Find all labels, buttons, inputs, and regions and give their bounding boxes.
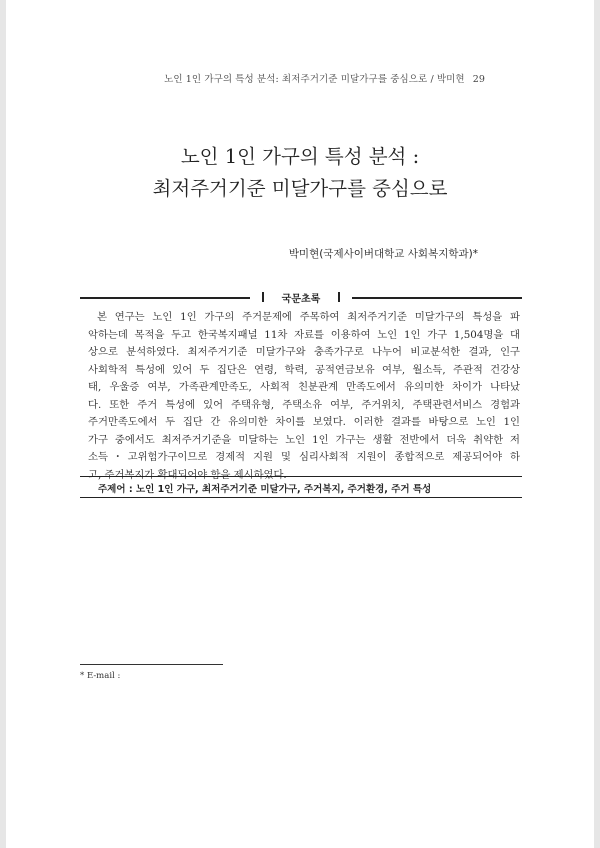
abstract-heading-rule — [80, 290, 522, 304]
author-affiliation: 박미현(국제사이버대학교 사회복지학과)* — [288, 248, 478, 260]
keywords-box — [80, 476, 522, 498]
running-head-text: 노인 1인 가구의 특성 분석: 최저주거기준 미달가구를 중심으로 / 박미현 — [164, 74, 465, 85]
abstract-line: 사회학적 특성에 있어 두 집단은 연령, 학력, 공적연금보유 여부, 월소득, 주관적 건강상 — [88, 363, 520, 376]
running-head — [164, 71, 485, 85]
rule-right — [352, 297, 522, 299]
abstract-line: 주거만족도에서 두 집단 간 유의미한 차이를 보였다. 이러한 결과를 바탕으로 노인 1인 — [88, 416, 520, 428]
abstract-body — [88, 309, 520, 484]
abstract-line: 상으로 분석하였다. 최저주거기준 미달가구와 충족가구로 나누어 비교분석한 결과, 인구 — [88, 346, 520, 358]
rule-left — [80, 297, 250, 299]
page-number: 29 — [472, 74, 485, 85]
abstract-line: 소득・고위험가구이므로 경제적 지원 및 심리사회적 지원이 종합적으로 제공되어야 하 — [88, 451, 520, 463]
footnote: * E-mail : — [80, 671, 121, 681]
page-edge-right — [594, 0, 600, 848]
abstract-line: 악하는데 목적을 두고 한국복지패널 11차 자료를 이용하여 노인 1인 가구 1,504명을 대 — [88, 328, 520, 341]
keywords: 주제어 : 노인 1인 가구, 최저주거기준 미달가구, 주거복지, 주거환경, 주거 특성 — [98, 484, 432, 495]
footnote-rule — [80, 664, 223, 665]
paper-title-line-1: 노인 1인 가구의 특성 분석 : — [180, 145, 420, 168]
abstract-line: 가구 중에서도 최저주거기준을 미달하는 노인 1인 가구는 생활 전반에서 더욱 취약한 저 — [88, 433, 520, 446]
abstract-line: 본 연구는 노인 1인 가구의 주거문제에 주목하여 최저주거기준 미달가구의 특성을 파 — [97, 311, 520, 323]
paper-title-line-2: 최저주거기준 미달가구를 중심으로 — [152, 177, 448, 200]
abstract-line: 다. 또한 주거 특성에 있어 주택유형, 주택소유 여부, 주거위치, 주택관련서비스 경험과 — [88, 398, 520, 411]
page-edge-left — [0, 0, 6, 848]
abstract-line: 고, 주거복지가 확대되어야 함을 제시하였다. — [88, 468, 287, 481]
abstract-line: 태, 우울증 여부, 가족관계만족도, 사회적 친분관계 만족도에서 유의미한 차이가 나타났 — [88, 381, 520, 393]
abstract-heading: 국문초록 — [254, 290, 348, 305]
